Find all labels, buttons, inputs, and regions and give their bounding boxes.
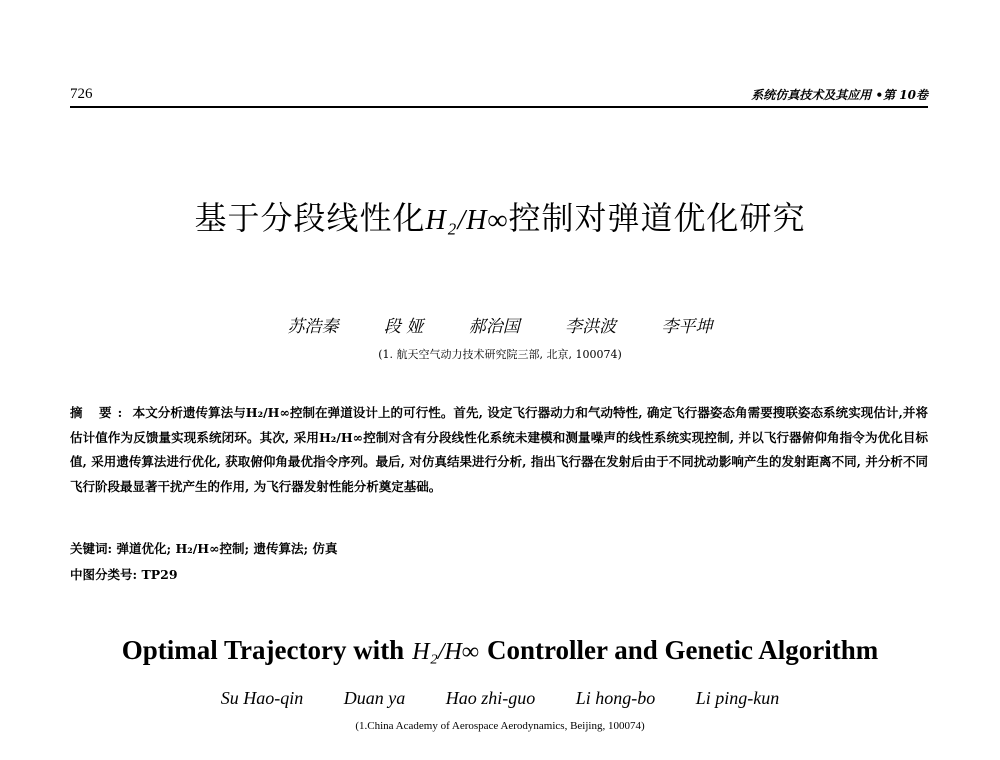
keywords-label: 关键词:	[70, 541, 113, 556]
author-cn: 李洪波	[565, 317, 617, 337]
title-cn-formula: H₂/H∞	[425, 205, 509, 236]
header-rule	[70, 106, 928, 108]
author-en: Duan ya	[343, 688, 406, 708]
author-cn: 李平坤	[661, 317, 713, 337]
title-cn-before: 基于分段线性化	[194, 199, 426, 237]
classification	[70, 565, 178, 583]
author-cn: 苏浩秦	[287, 317, 339, 337]
author-en: Hao zhi-guo	[445, 688, 536, 708]
affiliation-english: (1.China Academy of Aerospace Aerodynamics, Beijing, 100074)	[355, 720, 645, 732]
affiliation-chinese: (1. 航天空气动力技术研究院三部, 北京, 100074)	[378, 348, 622, 361]
abstract-text: 本文分析遗传算法与H₂/H∞控制在弹道设计上的可行性。首先, 设定飞行器动力和气动特性, 确定飞行器姿态角需要搜联姿态系统实现估计,并将估计值作为反馈量实现系统闭环。其次, 采用H₂/H∞控制对含有分段线性化系统未建模和测量噪声的线性系统实现控制, 并以飞行器俯仰角指令为优化目标值, 采用遗传算法进行优化, 获取俯仰角最优指令序列。最后, 对仿真结果进行分析, 指出飞行器在发射后由于不同扰动影响产生的发射距离不同, 并分析不同飞行阶段最显著干扰产生的作用, 为飞行器发射性能分析奠定基础。	[70, 405, 929, 494]
author-en: Su Hao-qin	[220, 688, 304, 708]
authors-chinese	[0, 312, 1000, 337]
classification-label: 中图分类号:	[70, 567, 138, 582]
keywords-text: 弹道优化; H₂/H∞控制; 遗传算法; 仿真	[116, 541, 338, 556]
title-cn-after: 控制对弹道优化研究	[508, 199, 806, 237]
title-english	[0, 635, 1000, 666]
page-number: 726	[70, 86, 93, 102]
author-en: Li hong-bo	[575, 688, 656, 708]
journal-header: 系统仿真技术及其应用 •第 10卷	[751, 88, 928, 102]
title-en-after: Controller and Genetic Algorithm	[487, 635, 879, 665]
authors-english	[0, 688, 1000, 709]
title-en-before: Optimal Trajectory with	[121, 635, 405, 665]
author-cn: 段 娅	[383, 317, 424, 337]
abstract-label: 摘 要:	[70, 405, 129, 420]
author-cn: 郝治国	[468, 317, 520, 337]
classification-code: TP29	[141, 567, 178, 582]
title-chinese	[0, 193, 1000, 239]
abstract-chinese	[70, 401, 928, 499]
author-en: Li ping-kun	[695, 688, 780, 708]
title-en-formula: H₂/H∞	[412, 639, 479, 665]
keywords	[70, 539, 337, 557]
